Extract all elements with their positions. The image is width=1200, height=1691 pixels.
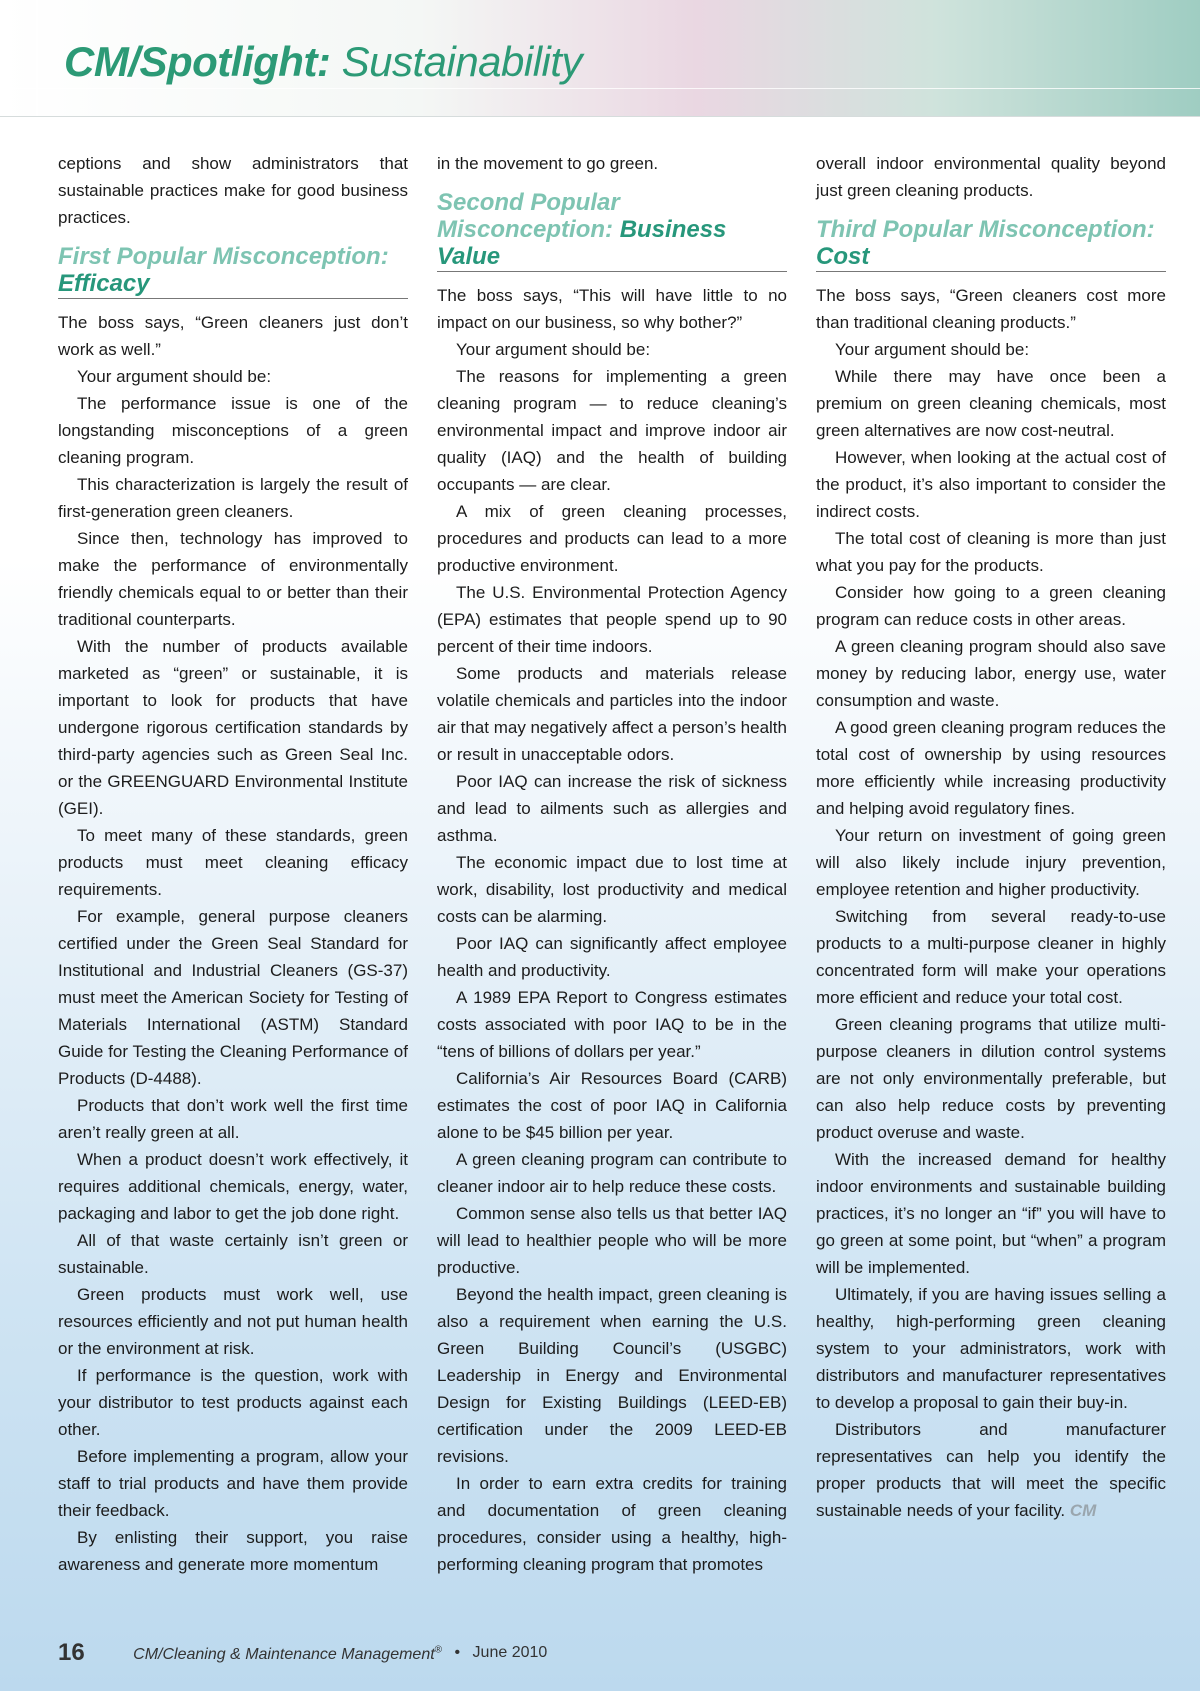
paragraph: Your argument should be: [77,367,272,386]
subheading-keyword: Cost [816,243,870,270]
paragraph: A green cleaning program should also save money by reducing labor, energy use, water consumption and waste. [816,637,1166,710]
subheading-prefix: Third Popular Misconception: [816,216,1155,243]
paragraph: To meet many of these standards, green products must meet cleaning efficacy requirements. [58,826,408,899]
publication-title: CM/Cleaning & Maintenance Management [133,1646,435,1664]
column-1 [58,150,408,1578]
issue-date: June 2010 [472,1644,548,1662]
paragraph: For example, general purpose cleaners certified under the Green Seal Standard for Institutional and Industrial Cleaners (GS-37) must meet the American Society for Testing of Materials International (ASTM) Standard Guide for Testing the Cleaning Performance of Products (D-4488). [58,907,408,1088]
paragraph-text: Distributors and manufacturer representatives can help you identify the proper products that will meet the specific sustainable needs of your facility. [816,1420,1166,1520]
paragraph: All of that waste certainly isn’t green or sustainable. [58,1231,408,1277]
paragraph: ceptions and show administrators that sustainable practices make for good business practices. [58,154,408,227]
paragraph: Before implementing a program, allow your staff to trial products and have them provide their feedback. [58,1447,408,1520]
paragraph: With the increased demand for healthy indoor environments and sustainable building practices, it’s no longer an “if” you will have to go green at some point, but “when” a program will be implemented. [816,1150,1166,1277]
paragraph: Green products must work well, use resources efficiently and not put human health or the environment at risk. [58,1285,408,1358]
paragraph: If performance is the question, work with your distributor to test products against each other. [58,1366,408,1439]
paragraph: When a product doesn’t work effectively, it requires additional chemicals, energy, water, packaging and labor to get the job done right. [58,1150,408,1223]
subheading-keyword: Efficacy [58,270,150,297]
paragraph: With the number of products available marketed as “green” or sustainable, it is important to look for products that have undergone rigorous certification standards by third-party agencies such as Green Seal Inc. or the GREENGUARD Environmental Institute (GEI). [58,637,408,818]
paragraph: Poor IAQ can significantly affect employee health and productivity. [437,934,787,980]
subheading-prefix: Second Popular Misconception: [437,189,620,243]
registered-mark: ® [434,1645,443,1656]
paragraph: Ultimately, if you are having issues selling a healthy, high-performing green cleaning system to your administrators, work with distributors and manufacturer representatives to develop a proposal to gain their buy-in. [816,1285,1166,1412]
paragraph: Your argument should be: [456,340,651,359]
end-of-article-mark: CM [1069,1501,1097,1520]
subheading-business-value [437,189,787,272]
paragraph: The performance issue is one of the longstanding misconceptions of a green cleaning program. [58,394,408,467]
title-strong: CM/Spotlight: [64,38,331,85]
subheading-prefix: First Popular Misconception: [58,243,389,270]
paragraph: The U.S. Environmental Protection Agency (EPA) estimates that people spend up to 90 percent of their time indoors. [437,583,787,656]
paragraph: Your argument should be: [835,340,1030,359]
paragraph: The economic impact due to lost time at work, disability, lost productivity and medical costs can be alarming. [437,853,787,926]
paragraph: Your return on investment of going green will also likely include injury prevention, employee retention and higher productivity. [816,826,1166,899]
paragraph: However, when looking at the actual cost of the product, it’s also important to consider the indirect costs. [816,448,1166,521]
paragraph: By enlisting their support, you raise awareness and generate more momentum [58,1528,408,1574]
header-horizontal-rule [0,88,1200,89]
title-light: Sustainability [341,38,583,85]
subheading-keyword: Business Value [437,216,727,270]
header-vertical-rule [36,0,38,116]
paragraph: The total cost of cleaning is more than just what you pay for the products. [816,529,1166,575]
paragraph: A green cleaning program can contribute to cleaner indoor air to help reduce these costs. [437,1150,787,1196]
paragraph: While there may have once been a premium on green cleaning chemicals, most green alternatives are now cost-neutral. [816,367,1166,440]
page-footer [58,1636,1158,1666]
page-number: 16 [58,1639,85,1667]
footer-separator: • [454,1644,461,1662]
paragraph: In order to earn extra credits for training and documentation of green cleaning procedures, consider using a healthy, high-performing cleaning program that promotes [437,1474,787,1574]
paragraph: Poor IAQ can increase the risk of sickness and lead to ailments such as allergies and asthma. [437,772,787,845]
paragraph: This characterization is largely the result of first-generation green cleaners. [58,475,408,521]
paragraph: in the movement to go green. [437,154,659,173]
paragraph: The reasons for implementing a green cleaning program — to reduce cleaning’s environmental impact and improve indoor air quality (IAQ) and the health of building occupants — are clear. [437,367,787,494]
paragraph: California’s Air Resources Board (CARB) estimates the cost of poor IAQ in California alone to be $45 billion per year. [437,1069,787,1142]
paragraph: Common sense also tells us that better IAQ will lead to healthier people who will be more productive. [437,1204,787,1277]
paragraph: Switching from several ready-to-use products to a multi-purpose cleaner in highly concentrated form will make your operations more efficient and reduce your total cost. [816,907,1166,1007]
paragraph: Consider how going to a green cleaning program can reduce costs in other areas. [816,583,1166,629]
paragraph: Some products and materials release volatile chemicals and particles into the indoor air that may negatively affect a person’s health or result in unacceptable odors. [437,664,787,764]
subheading-efficacy [58,243,408,299]
paragraph: The boss says, “Green cleaners cost more than traditional cleaning products.” [816,286,1166,332]
paragraph: The boss says, “Green cleaners just don’t work as well.” [58,313,408,359]
paragraph: Beyond the health impact, green cleaning is also a requirement when earning the U.S. Green Building Council’s (USGBC) Leadership in Energy and Environmental Design for Existing Buildings (LEED-EB) certification under the 2009 LEED-EB revisions. [437,1285,787,1466]
paragraph: overall indoor environmental quality beyond just green cleaning products. [816,154,1166,200]
column-3 [816,150,1166,1524]
paragraph: A good green cleaning program reduces the total cost of ownership by using resources more efficiently while increasing productivity and helping avoid regulatory fines. [816,718,1166,818]
subheading-cost [816,216,1166,272]
paragraph: Products that don’t work well the first time aren’t really green at all. [58,1096,408,1142]
page-header [0,0,1200,117]
paragraph: A mix of green cleaning processes, procedures and products can lead to a more productive environment. [437,502,787,575]
publication-name [133,1646,442,1663]
paragraph: Green cleaning programs that utilize multi-purpose cleaners in dilution control systems are not only environmentally preferable, but can also help reduce costs by preventing product overuse and waste. [816,1015,1166,1142]
paragraph: Since then, technology has improved to make the performance of environmentally friendly chemicals equal to or better than their traditional counterparts. [58,529,408,629]
column-2 [437,150,787,1578]
section-title [64,36,582,88]
paragraph: The boss says, “This will have little to no impact on our business, so why bother?” [437,286,787,332]
paragraph-final [816,1416,1166,1524]
paragraph: A 1989 EPA Report to Congress estimates costs associated with poor IAQ to be in the “tens of billions of dollars per year.” [437,988,787,1061]
